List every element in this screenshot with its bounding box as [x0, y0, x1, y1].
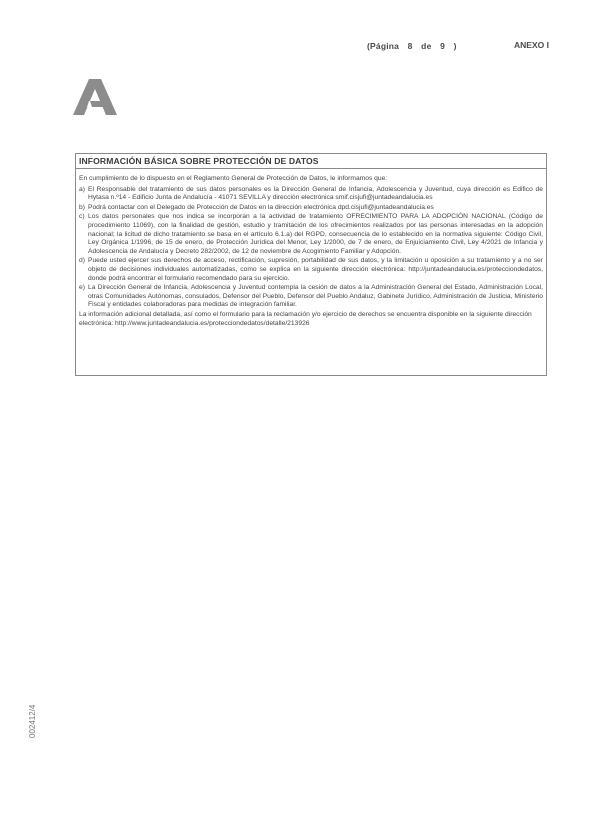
item-text: Podrá contactar con el Delegado de Protección de Datos en la dirección electrónica dpd.cisjufi@juntadeandalucia.es	[88, 203, 434, 211]
box-body	[76, 169, 546, 328]
list-item	[79, 204, 543, 213]
item-label: b)	[79, 203, 85, 211]
item-text: Los datos personales que nos indica se incorporan a la actividad de tratamiento OFRECIMIENTO PARA LA ADOPCIÓN NACIONAL (Código de procedimiento 11069), con la finalidad de gestión, estudio y tramitación de los ofrecimientos realizados por las personas interesadas en la adopción nacional; la licitud de dicho tratamiento se basa en el artículo 6.1.a) del RGPD, consecuencia de lo establecido en la normativa siguiente: Código Civil, Ley Orgánica 1/1996, de 15 de enero, de Protección Jurídica del Menor, Ley 1/2000, de 7 de enero, de Enjuiciamiento Civil, Ley 4/2021 de Infancia y Adolescencia de Andalucía y Decreto 282/2002, de 12 de noviembre de Acogimiento Familiar y Adopción.	[88, 213, 543, 255]
item-text: Puede usted ejercer sus derechos de acceso, rectificación, supresión, portabilidad de sus datos, y la limitación u oposición a su tratamiento y a no ser objeto de decisiones individuales automatizadas, como se explica en la siguiente dirección electrónica: http://juntadeandalucia.es/protecciondedatos, donde podrá encontrar el formulario recomendado para su ejercicio.	[88, 257, 543, 282]
item-text: La Dirección General de Infancia, Adolescencia y Juventud contempla la cesión de datos a la Administración General del Estado, Administración Local, otras Comunidades Autónomas, consulados, Defensor del Pueblo, Defensor del Pueblo Andaluz, Gabinete Jurídico, Administración de Justicia, Ministerio Fiscal y entidades colaboradoras para medidas de integración familiar.	[88, 284, 543, 309]
intro-text: En cumplimiento de lo dispuesto en el Reglamento General de Protección de Datos, le informamos que:	[79, 175, 388, 182]
close-paren: )	[453, 41, 457, 51]
de-label: de	[421, 41, 432, 51]
box-title: INFORMACIÓN BÁSICA SOBRE PROTECCIÓN DE DATOS	[76, 154, 546, 169]
item-label: c)	[79, 213, 85, 221]
item-label: d)	[79, 257, 85, 265]
list-item	[79, 186, 543, 203]
pagina-label: (Página	[367, 41, 400, 51]
page-number	[367, 41, 463, 51]
footer-text: La información adicional detallada, así como el formulario para la reclamación y/o ejercicio de derechos se encuentra disponible en la siguiente dirección electrónica: http://www.juntadeandalucia.es/protecciondedatos/detalle/213926	[79, 310, 532, 327]
list-item	[79, 257, 543, 283]
item-label: a)	[79, 185, 85, 193]
item-text: El Responsable del tratamiento de sus datos personales es la Dirección General de Infancia, Adolescencia y Juventud, cuya dirección es Edifico de Hytasa n.º14 - Edificio Junta de Andalucía - 41071 SEVILLA y dirección electrónica smif.cisjufi@juntadeandalucia.es	[88, 185, 543, 202]
annex-label: ANEXO I	[514, 40, 549, 50]
side-document-code: 002412/4	[28, 704, 37, 738]
page-current: 8	[407, 41, 413, 51]
junta-andalucia-logo-icon	[73, 79, 117, 115]
data-protection-box	[75, 153, 547, 376]
list-item	[79, 284, 543, 310]
list-item	[79, 213, 543, 256]
item-label: e)	[79, 284, 85, 292]
page-total: 9	[440, 41, 445, 51]
